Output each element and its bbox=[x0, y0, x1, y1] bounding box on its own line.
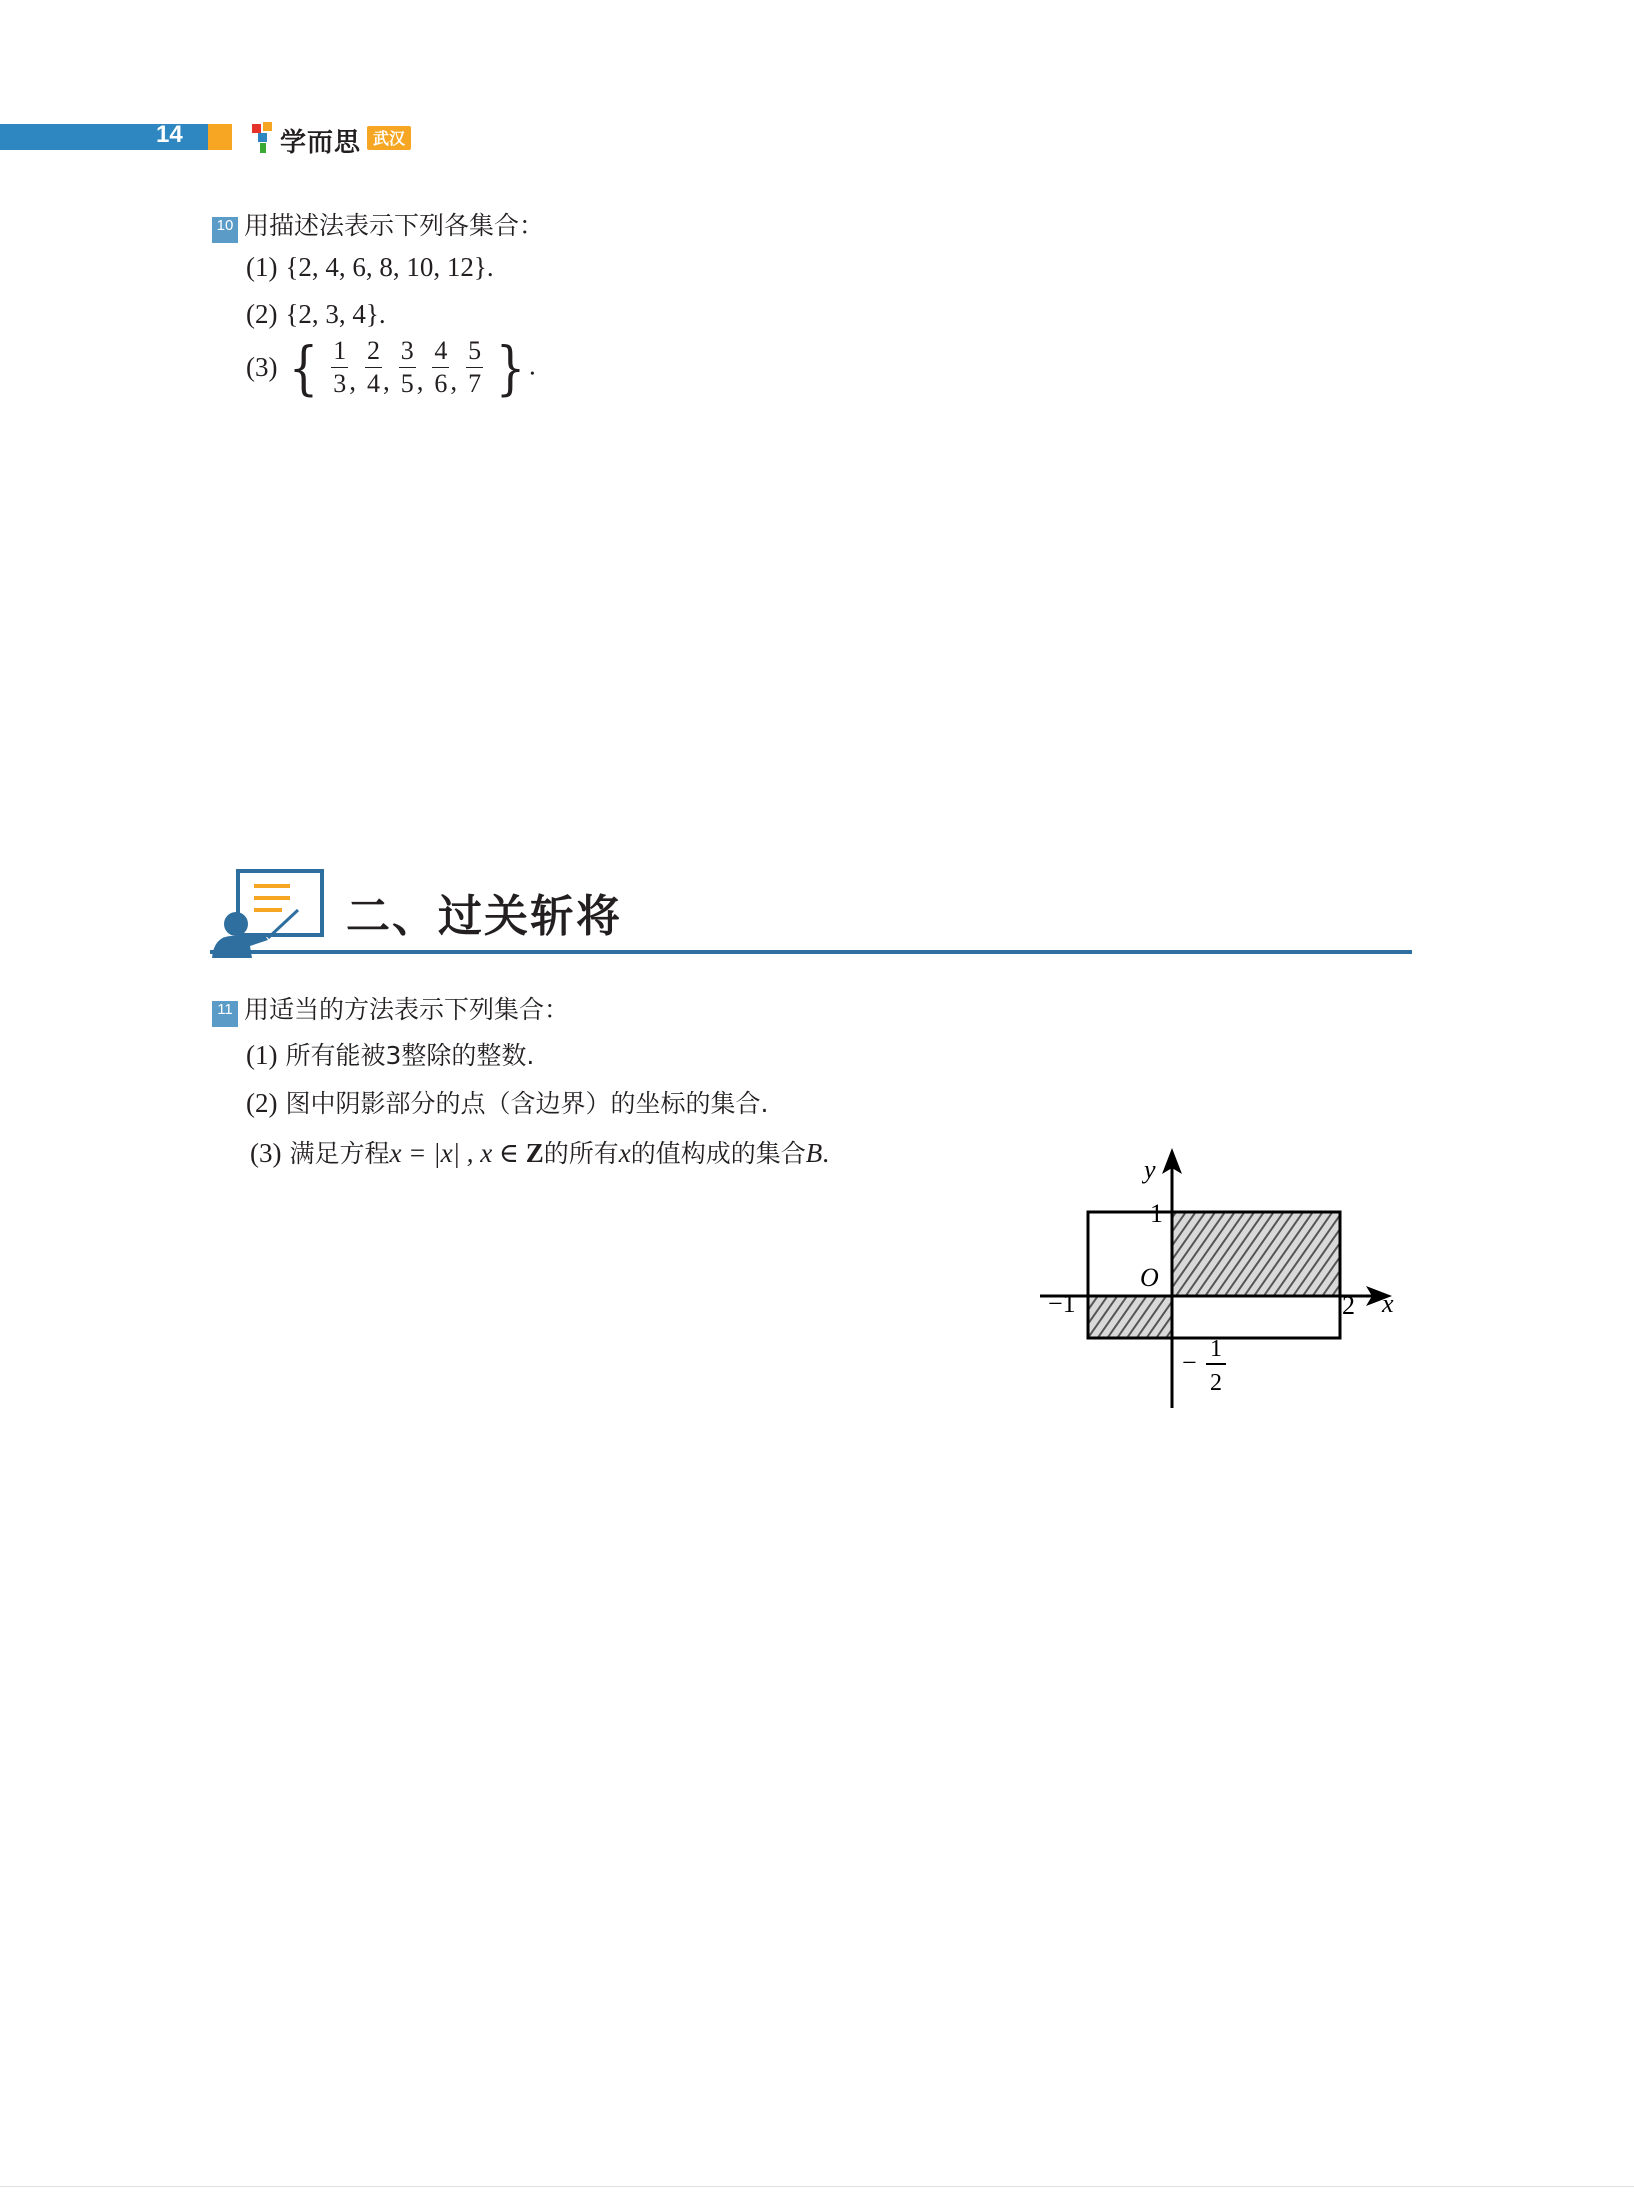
item-expression: {2, 4, 6, 8, 10, 12}. bbox=[285, 252, 494, 282]
right-brace: } bbox=[495, 333, 526, 402]
item-label: (3) bbox=[250, 1138, 282, 1168]
item-math-set: Z bbox=[525, 1138, 544, 1168]
item-text: 的值构成的集合 bbox=[630, 1139, 806, 1168]
question-10-item-3: (3) { $\frac{1}{3}$ , $\frac{2}{4}$ , $\frac{3}{5}$ , $\frac{4}{6}$ , $\frac{5}{7}$ } . bbox=[246, 333, 536, 402]
section-divider bbox=[210, 950, 1412, 954]
tick-label-x-neg1: −1 bbox=[1048, 1289, 1076, 1318]
coordinate-figure bbox=[1030, 1140, 1410, 1420]
item-text: 的所有 bbox=[543, 1139, 619, 1168]
fraction: $\frac{1}{3}$ bbox=[333, 336, 347, 398]
item-math: x = |x| , x ∈ bbox=[389, 1138, 526, 1168]
item-math: x bbox=[618, 1138, 631, 1168]
question-11-item-3 bbox=[250, 1134, 829, 1170]
logo-icon bbox=[250, 120, 276, 154]
question-11-item-1 bbox=[246, 1036, 534, 1072]
question-text: 用描述法表示下列各集合： bbox=[244, 211, 545, 240]
footer-divider bbox=[0, 2186, 1634, 2187]
item-expression: {2, 3, 4}. bbox=[285, 299, 386, 329]
item-label: (2) bbox=[246, 1088, 278, 1118]
tick-label-y-1: 1 bbox=[1150, 1199, 1163, 1228]
shaded-region-upper bbox=[1172, 1212, 1340, 1296]
question-10-item-1 bbox=[246, 252, 494, 283]
question-10-title bbox=[212, 206, 544, 243]
header-accent bbox=[208, 124, 232, 150]
shaded-region-lower bbox=[1088, 1296, 1172, 1338]
left-brace: { bbox=[289, 333, 319, 402]
question-11-title bbox=[212, 990, 569, 1027]
question-number-badge: 10 bbox=[212, 217, 238, 243]
origin-label: O bbox=[1140, 1263, 1159, 1292]
question-text: 用适当的方法表示下列集合： bbox=[244, 995, 570, 1024]
question-number-badge: 11 bbox=[212, 1001, 238, 1027]
logo-text: 学而思 bbox=[280, 128, 362, 158]
item-label: (1) bbox=[246, 252, 278, 282]
y-axis-label: y bbox=[1144, 1155, 1156, 1184]
tick-label-frac-den: 2 bbox=[1210, 1370, 1222, 1396]
item-text: 所有能被3整除的整数. bbox=[285, 1041, 535, 1070]
question-10-item-2 bbox=[246, 299, 386, 330]
question-11-item-2 bbox=[246, 1084, 768, 1120]
item-text: 图中阴影部分的点（含边界）的坐标的集合. bbox=[285, 1089, 769, 1118]
item-label: (3) bbox=[246, 352, 278, 382]
fraction: $\frac{2}{4}$ bbox=[367, 336, 380, 398]
x-axis-label: x bbox=[1382, 1289, 1394, 1318]
item-math: B bbox=[805, 1138, 823, 1168]
tick-label-minus: − bbox=[1182, 1348, 1197, 1377]
fraction: $\frac{4}{6}$ bbox=[434, 336, 448, 398]
fraction: $\frac{3}{5}$ bbox=[400, 336, 414, 398]
tick-label-x-2: 2 bbox=[1342, 1291, 1355, 1320]
item-label: (1) bbox=[246, 1040, 278, 1070]
page-number: 14 bbox=[156, 121, 183, 148]
item-text: . bbox=[822, 1138, 829, 1168]
item-label: (2) bbox=[246, 299, 278, 329]
logo-badge: 武汉 bbox=[367, 126, 411, 150]
section-title: 二、过关斩将 bbox=[346, 891, 622, 942]
tick-label-frac-num: 1 bbox=[1210, 1336, 1222, 1362]
teacher-board-icon bbox=[210, 868, 326, 960]
fraction: $\frac{5}{7}$ bbox=[468, 336, 482, 398]
item-text: 满足方程 bbox=[289, 1139, 390, 1168]
